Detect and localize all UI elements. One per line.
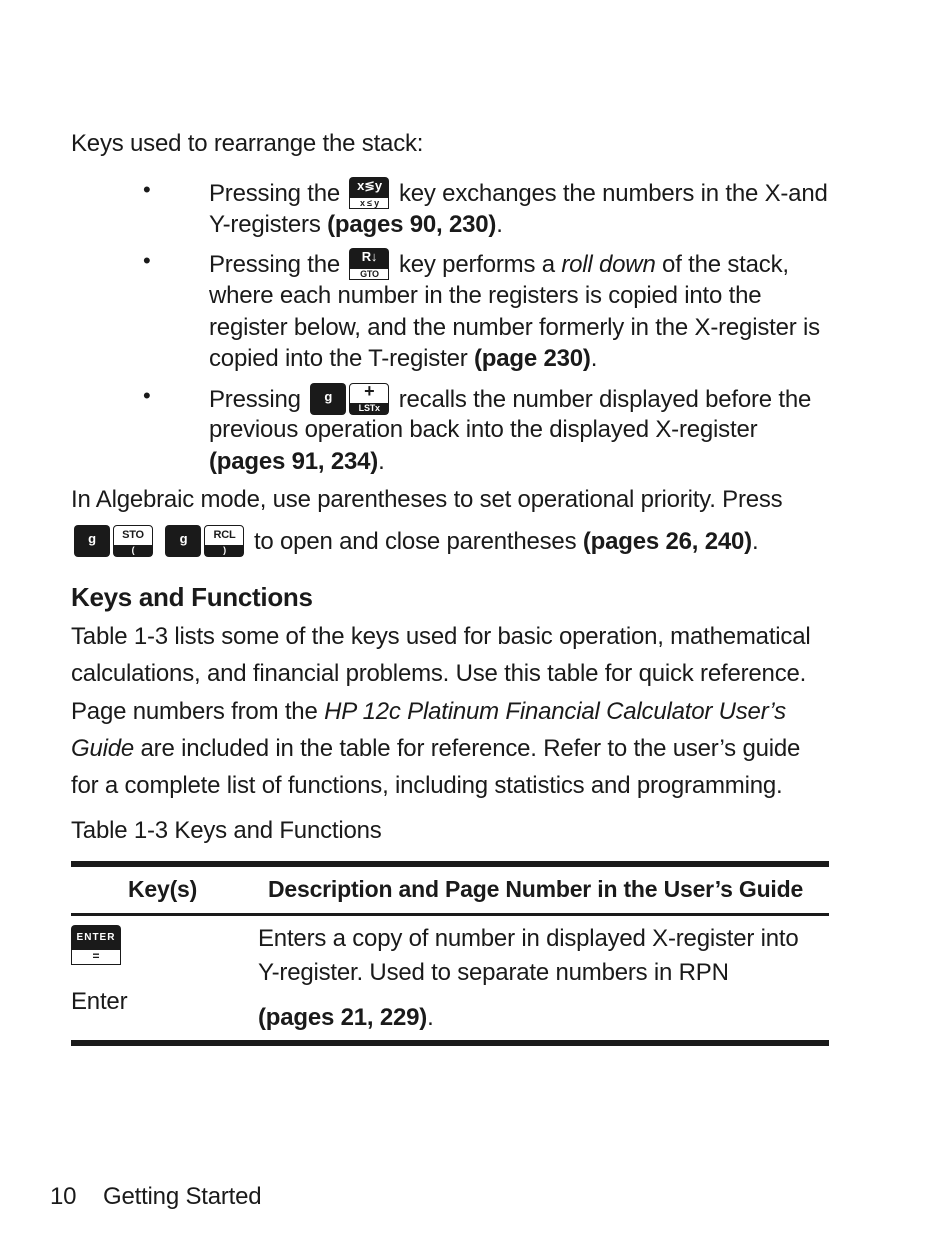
bullet-1-post: key exchanges the numbers in the X-and	[398, 180, 828, 207]
rcl-key-icon	[204, 525, 244, 557]
enter-key-bottom: =	[71, 950, 121, 965]
enter-key-label: Enter	[71, 988, 128, 1015]
g-key-label: g	[324, 389, 333, 404]
section-heading: Keys and Functions	[71, 582, 313, 612]
bullet-1-line-2	[209, 209, 503, 240]
algebraic-line-1: In Algebraic mode, use parentheses to set operational priority. Press	[71, 486, 783, 513]
bullet-2-line-3: register below, and the number formerly in the X-register is	[209, 314, 820, 341]
section-para-line-3	[71, 696, 786, 727]
bullet-3-line-3	[209, 446, 385, 477]
g-key-label: g	[179, 531, 188, 546]
page-reference: (pages 91, 234)	[209, 448, 379, 475]
table-top-rule	[71, 861, 829, 867]
intro-text: Keys used to rearrange the stack:	[71, 130, 424, 157]
period: .	[427, 1004, 434, 1031]
bullet-2-line-2: where each number in the registers is copied into the	[209, 282, 762, 309]
g-shift-key-icon	[310, 383, 346, 415]
bullet-marker: •	[143, 383, 151, 408]
bullet-3-line-2: previous operation back into the displayed X-register	[209, 416, 758, 443]
table-header-keys: Key(s)	[128, 876, 198, 902]
table-header-description: Description and Page Number in the User’s Guide	[268, 876, 804, 902]
sto-key-icon	[113, 525, 153, 557]
para-text: are included in the table for reference. Refer to the user’s guide	[134, 735, 801, 762]
table-header-rule	[71, 913, 829, 916]
bullet-3-post: recalls the number displayed before the	[398, 386, 812, 413]
page-reference: (pages 26, 240)	[582, 528, 752, 555]
section-para-line-2: calculations, and financial problems. Use this table for quick reference.	[71, 660, 807, 687]
bullet-2-line-1	[209, 248, 789, 280]
section-para-line-4	[71, 733, 800, 764]
enter-key-top: ENTER	[76, 932, 116, 943]
g-shift-key-icon	[74, 525, 110, 557]
lastx-key-bottom: LSTx	[350, 403, 388, 414]
page-reference: (page 230)	[473, 345, 591, 372]
rcl-key-top: RCL	[213, 529, 236, 541]
row-description-line-3	[258, 1002, 434, 1033]
g-key-label: g	[88, 531, 96, 546]
row-description-line-1: Enters a copy of number in displayed X-register into	[258, 925, 799, 952]
bullet-marker: •	[143, 177, 151, 202]
bullet-2-line-4	[209, 343, 597, 374]
roll-down-key-icon	[349, 248, 389, 280]
guide-title: Guide	[71, 735, 135, 762]
section-para-line-1: Table 1-3 lists some of the keys used for basic operation, mathematical	[71, 623, 811, 650]
roll-down-term: roll down	[561, 251, 656, 278]
page-reference: (pages 90, 230)	[327, 211, 497, 238]
swap-xy-key-icon	[349, 177, 389, 209]
table-bottom-rule	[71, 1040, 829, 1046]
close-paren-label: )	[205, 545, 243, 556]
bullet-marker: •	[143, 248, 151, 273]
bullet-2-pre: Pressing the	[209, 251, 341, 278]
bullet-2-l4-text: copied into the T-register	[209, 345, 474, 372]
swap-key-top: x≶y	[357, 178, 382, 193]
guide-title: HP 12c Platinum Financial Calculator User’s	[324, 698, 786, 725]
para-text: Page numbers from the	[71, 698, 325, 725]
g-shift-key-icon	[165, 525, 201, 557]
chapter-title: Getting Started	[103, 1183, 262, 1210]
bullet-2-mid: key performs a	[398, 251, 562, 278]
algebraic-line-2	[71, 525, 758, 557]
sto-key-top: STO	[122, 529, 144, 541]
bullet-1-pre: Pressing the	[209, 180, 341, 207]
row-description-line-2: Y-register. Used to separate numbers in RPN	[258, 959, 729, 986]
bullet-2-post: of the stack,	[655, 251, 789, 278]
period: .	[590, 345, 598, 372]
page-reference: (pages 21, 229)	[258, 1004, 428, 1031]
section-para-line-5: for a complete list of functions, including statistics and programming.	[71, 772, 783, 799]
bullet-1-l2-text: Y-registers	[209, 211, 328, 238]
table-caption: Table 1-3 Keys and Functions	[71, 817, 382, 844]
period: .	[496, 211, 503, 238]
open-paren-label: (	[114, 545, 152, 556]
bullet-3-pre: Pressing	[209, 386, 301, 413]
swap-key-bottom: x ≤ y	[349, 198, 389, 209]
page-number: 10	[50, 1183, 77, 1210]
roll-key-bottom: GTO	[349, 269, 389, 280]
period: .	[751, 528, 759, 555]
lastx-key-icon	[349, 383, 389, 415]
bullet-1-line-1	[209, 177, 828, 209]
algebraic-l2-text: to open and close parentheses	[253, 528, 583, 555]
roll-key-top: R↓	[361, 249, 378, 264]
period: .	[378, 448, 385, 475]
enter-key-icon	[71, 925, 121, 965]
bullet-3-line-1	[209, 383, 811, 415]
lastx-key-top: +	[364, 381, 375, 401]
